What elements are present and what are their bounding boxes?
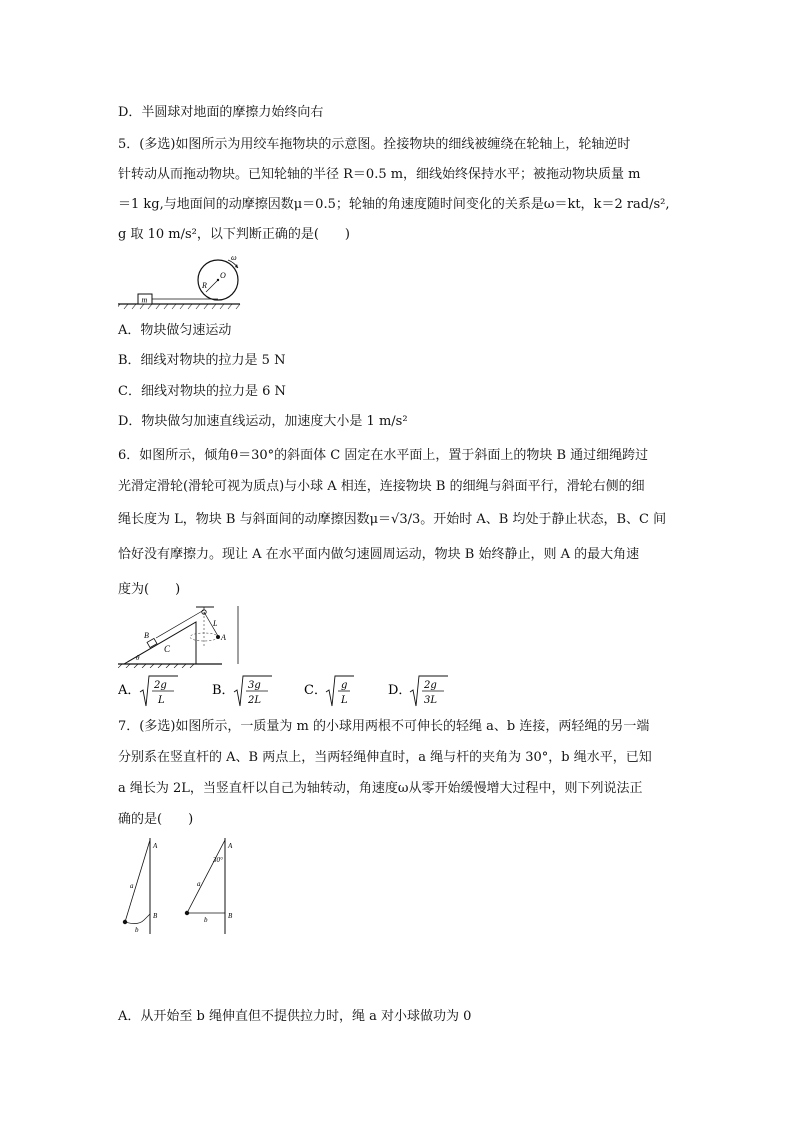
svg-text:2g: 2g (154, 680, 167, 691)
q5-winch-figure (118, 252, 258, 310)
q6-theta-label: θ (136, 654, 140, 662)
q6-stem-line3: 绳长度为 L，物块 B 与斜面间的动摩擦因数μ＝√3/3。开始时 A、B 均处于静止状态，B、C 间 (118, 512, 667, 527)
q7-option-a: A．从开始至 b 绳伸直但不提供拉力时，绳 a 对小球做功为 0 (118, 1009, 472, 1024)
svg-text:D．: D． (388, 683, 412, 698)
q5-omega-label: ω (231, 253, 237, 262)
q6-stem-line4: 恰好没有摩擦力。现让 A 在水平面内做匀速圆周运动，物块 B 始终静止，则 A 的最大角速 (118, 547, 640, 562)
q7-stem-line3: a 绳长为 2L，当竖直杆以自己为轴转动，角速度ω从零开始缓慢增大过程中，则下列说法正 (118, 781, 643, 796)
q6-option-d (388, 670, 452, 710)
q4-option-d: D．半圆球对地面的摩擦力始终向右 (118, 105, 324, 120)
q5-stem-line1: 5．(多选)如图所示为用绞车拖物块的示意图。拴接物块的细线被缠绕在轮轴上，轮轴逆时 (118, 137, 631, 152)
svg-text:A．: A． (118, 683, 141, 698)
q7-right-ball (185, 911, 189, 915)
q7-left-a-label: a (130, 882, 134, 890)
q6-block-label: B (144, 631, 149, 640)
q5-stem-line2: 针转动从而拖动物块。已知轮轴的半径 R＝0.5 m，细线始终保持水平；被拖动物块质量 m (118, 167, 641, 182)
q5-option-d: D．物块做匀加速直线运动，加速度大小是 1 m/s² (118, 414, 408, 429)
svg-text:3g: 3g (248, 680, 261, 691)
q6-incline-figure (118, 604, 242, 668)
q6-option-b (212, 670, 276, 710)
q7-right-A-label: A (228, 842, 233, 850)
q5-radius-label: R (202, 281, 207, 290)
q7-right-B-label: B (228, 912, 233, 920)
q5-option-c: C．细线对物块的拉力是 6 N (118, 384, 286, 399)
q7-right-a-label: a (197, 880, 201, 888)
q7-stem-line1: 7．(多选)如图所示，一质量为 m 的小球用两根不可伸长的轻绳 a、b 连接，两轻绳的另一端 (118, 719, 650, 734)
q5-stem-line3: ＝1 kg,与地面间的动摩擦因数μ＝0.5；轮轴的角速度随时间变化的关系是ω＝kt，k＝2 rad/s², (118, 197, 670, 212)
svg-text:B．: B． (212, 683, 235, 698)
q5-center-label: O (220, 271, 226, 280)
q6-stem-line2: 光滑定滑轮(滑轮可视为质点)与小球 A 相连，连接物块 B 的细绳与斜面平行，滑轮右侧的细 (118, 479, 645, 494)
svg-text:3L: 3L (424, 695, 438, 706)
q6-option-c (304, 670, 368, 710)
q5-stem-line4: g 取 10 m/s²，以下判断正确的是( ) (118, 227, 350, 242)
svg-text:2L: 2L (248, 695, 262, 706)
q7-left-b-label: b (135, 926, 139, 934)
q5-option-a: A．物块做匀速运动 (118, 323, 232, 338)
q6-stem-line5: 度为( ) (118, 582, 181, 597)
q6-length-label: L (213, 619, 218, 628)
q6-incline-label: C (164, 644, 171, 654)
q7-stem-line2: 分别系在竖直杆的 A、B 两点上，当两轻绳伸直时，a 绳与杆的夹角为 30°，b 绳水平，已知 (118, 750, 652, 765)
q7-left-A-label: A (153, 842, 158, 850)
svg-text:L: L (341, 695, 348, 706)
svg-text:2g: 2g (424, 680, 437, 691)
svg-text:L: L (158, 695, 165, 706)
q6-ball-label: A (221, 633, 226, 642)
q7-rope-figure (118, 836, 238, 936)
q6-options-row (118, 670, 558, 710)
q7-angle-label: 30° (213, 856, 223, 864)
q7-stem-line4: 确的是( ) (118, 812, 194, 827)
svg-text:C．: C． (304, 683, 327, 698)
svg-text:g: g (341, 680, 348, 691)
q6-option-a (118, 670, 182, 710)
q6-stem-line1: 6．如图所示，倾角θ＝30°的斜面体 C 固定在水平面上，置于斜面上的物块 B 通过细绳跨过 (118, 448, 649, 463)
q7-right-b-label: b (204, 916, 208, 924)
q7-left-B-label: B (153, 912, 158, 920)
q5-block-label: m (141, 295, 148, 305)
q5-option-b: B．细线对物块的拉力是 5 N (118, 353, 286, 368)
